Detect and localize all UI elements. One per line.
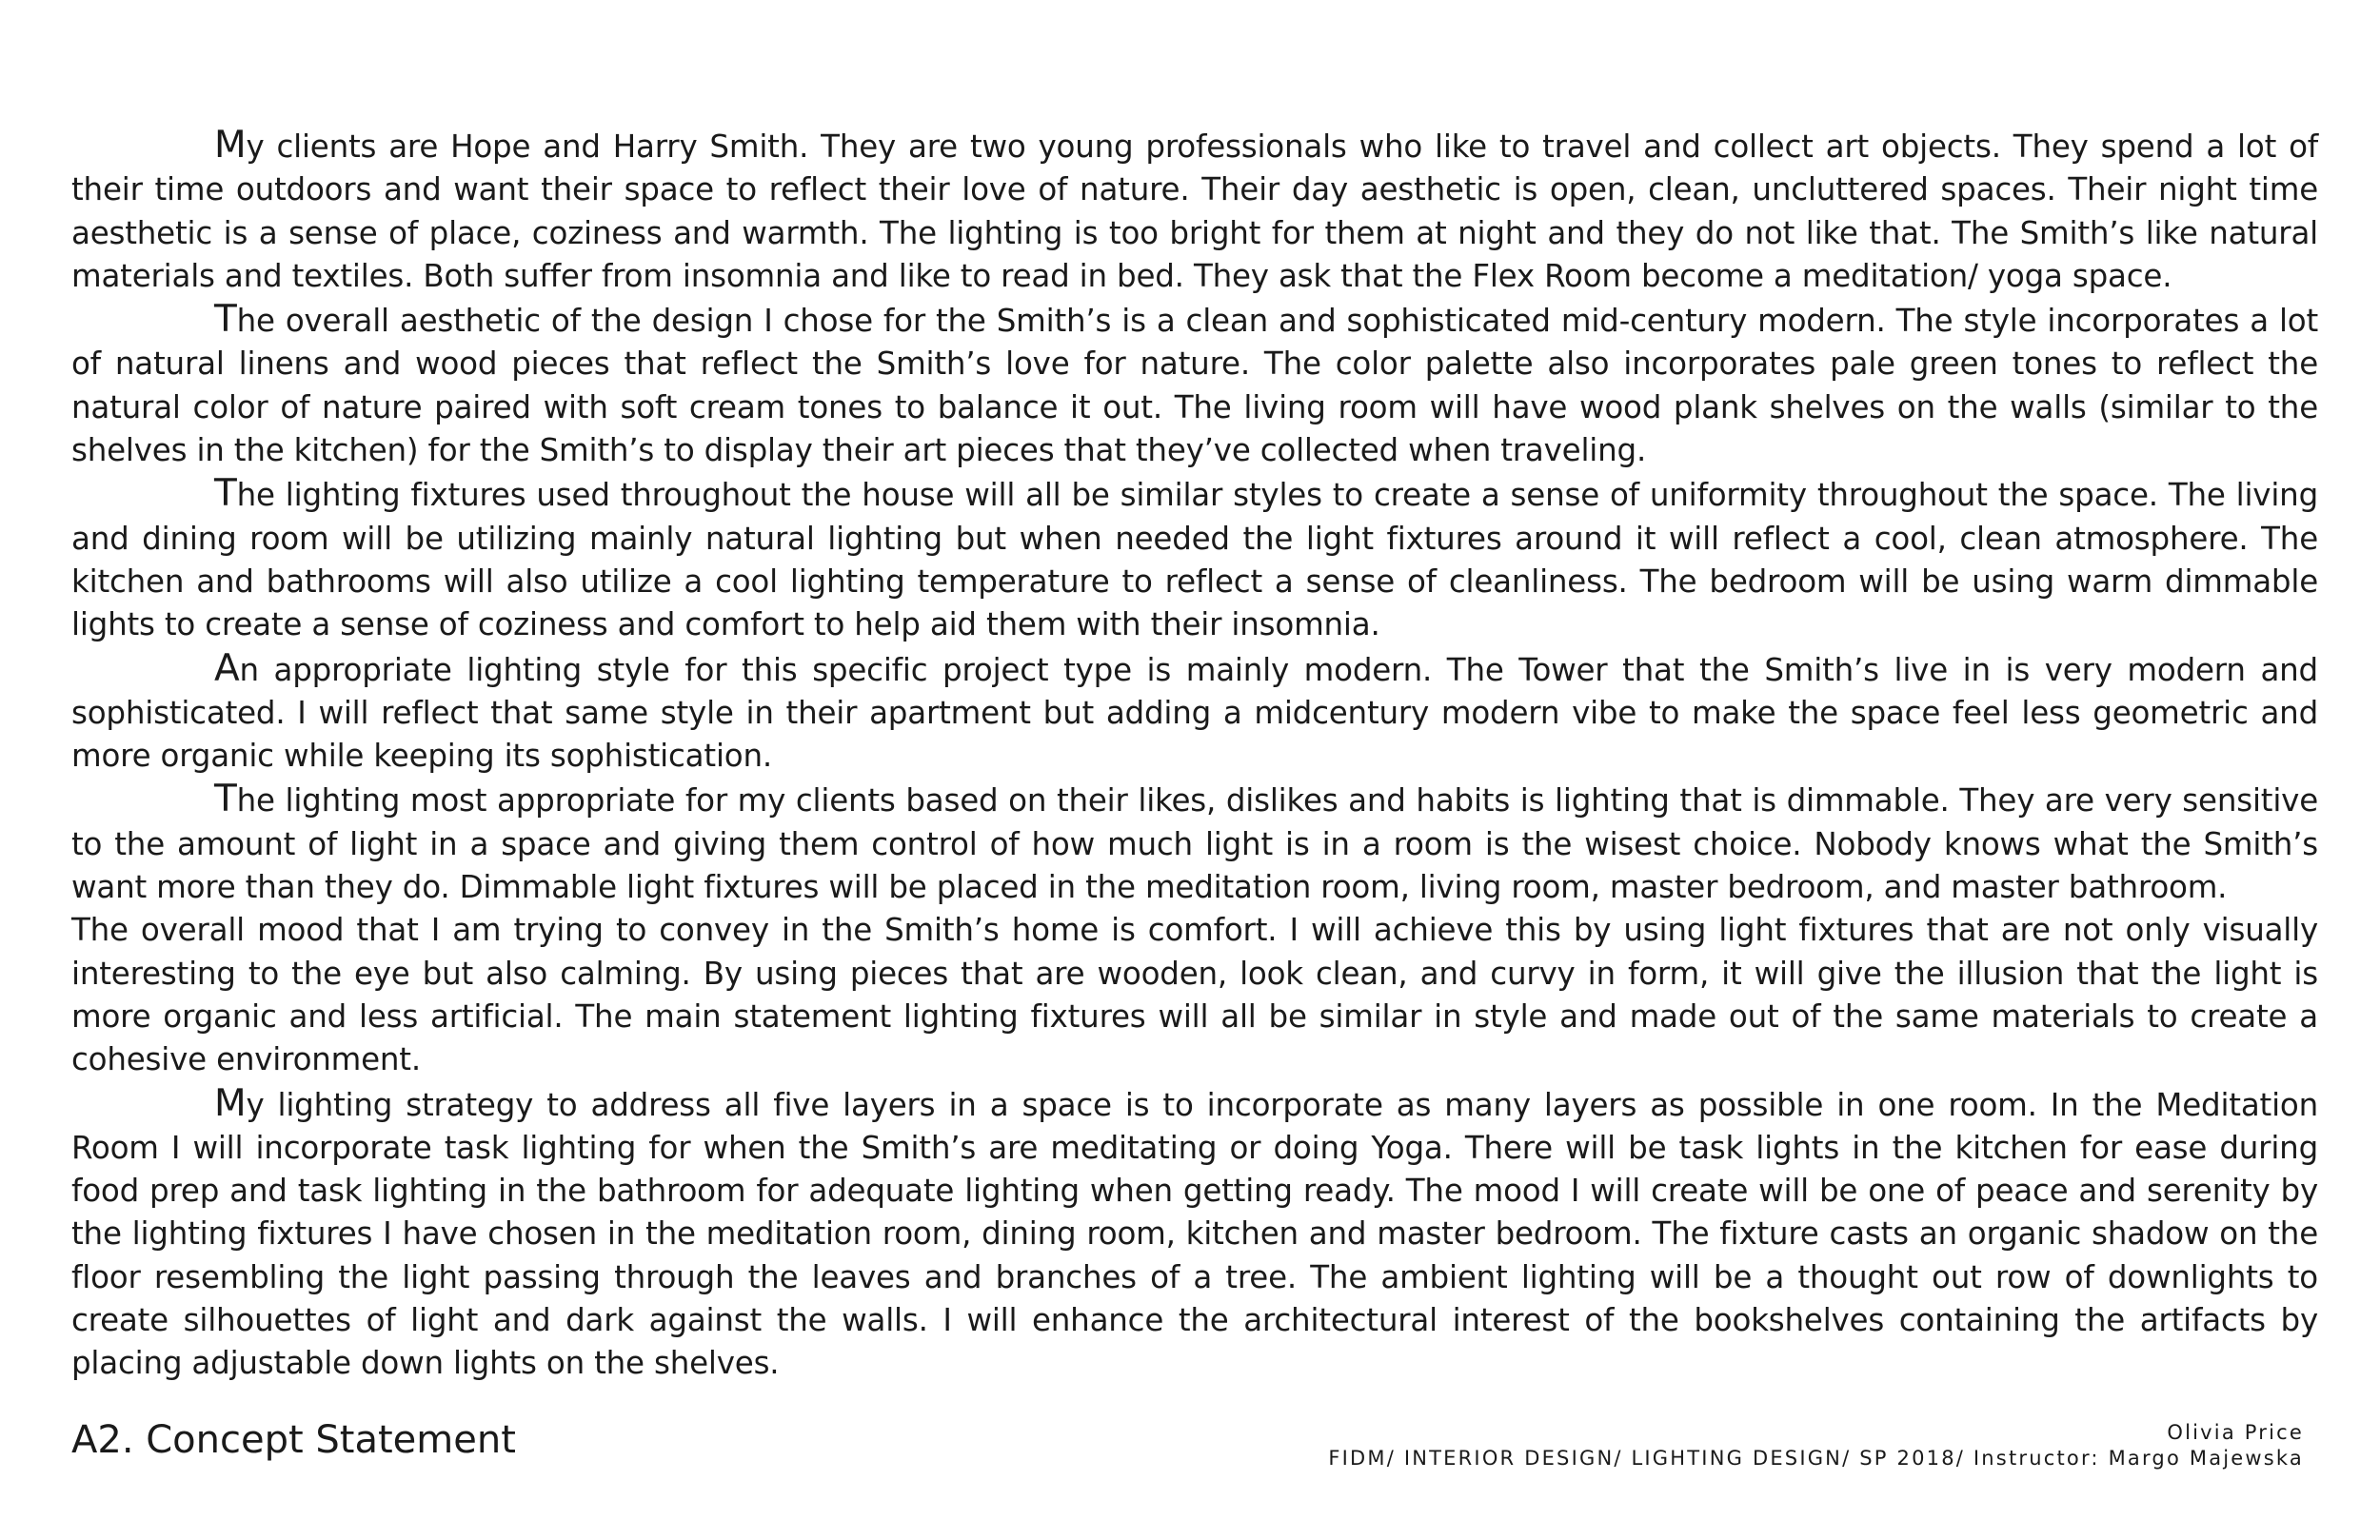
paragraph-style: An appropriate lighting style for this specific project type is mainly modern. The Tower that the Smith’s live in is very modern and sophisticated. I will reflect that same style in their apartment but adding a midcentury modern vibe to make the space feel less geometric and more organic while keeping its sophistication. xyxy=(71,646,2318,775)
paragraph-mood: The overall mood that I am trying to convey in the Smith’s home is comfort. I will achieve this by using light fixtures that are not only visually interesting to the eye but also calming. By using pieces that are wooden, look clean, and curvy in form, it will give the illusion that the light is more organic and less artificial. The main statement lighting fixtures will all be similar in style and made out of the same materials to create a cohesive environment. xyxy=(71,912,2318,1078)
paragraph-dimmable: The lighting most appropriate for my clients based on their likes, dislikes and habits is lighting that is dimmable. They are very sensitive to the amount of light in a space and giving them control of how much light is in a room is the wisest choice. Nobody knows what the Smith’s want more than they do. Dimmable light fixtures will be placed in the meditation room, living room, master bedroom, and master bathroom. xyxy=(71,778,2318,906)
paragraph-fixtures: The lighting fixtures used throughout the house will all be similar styles to create a sense of uniformity throughout the space. The living and dining room will be utilizing mainly natural lighting but when needed the light fixtures around it will reflect a cool, clean atmosphere. The kitchen and bathrooms will also utilize a cool lighting temperature to reflect a sense of cleanliness. The bedroom will be using warm dimmable lights to create a sense of coziness and comfort to help aid them with their insomnia. xyxy=(71,472,2318,643)
author-name: Olivia Price xyxy=(2167,1421,2304,1444)
course-info: FIDM/ INTERIOR DESIGN/ LIGHTING DESIGN/ SP 2018/ Instructor: Margo Majewska xyxy=(1328,1447,2304,1470)
paragraph-clients: My clients are Hope and Harry Smith. They are two young professionals who like to travel and collect art objects. They spend a lot of their time outdoors and want their space to reflect their love of nature. Their day aesthetic is open, clean, uncluttered spaces. Their night time aesthetic is a sense of place, coziness and warmth. The lighting is too bright for them at night and they do not like that. The Smith’s like natural materials and textiles. Both suffer from insomnia and like to read in bed. They ask that the Flex Room become a meditation/ yoga space. xyxy=(71,124,2318,294)
page-title: A2. Concept Statement xyxy=(71,1418,516,1462)
paragraph-strategy: My lighting strategy to address all five layers in a space is to incorporate as many layers as possible in one room. In the Meditation Room I will incorporate task lighting for when the Smith’s are meditating or doing Yoga. There will be task lights in the kitchen for ease during food prep and task lighting in the bathroom for adequate lighting when getting ready. The mood I will create will be one of peace and serenity by the lighting fixtures I have chosen in the meditation room, dining room, kitchen and master bedroom. The fixture casts an organic shadow on the floor resembling the light passing through the leaves and branches of a tree. The ambient lighting will be a thought out row of downlights to create silhouettes of light and dark against the walls. I will enhance the architectural interest of the bookshelves containing the artifacts by placing adjustable down lights on the shelves. xyxy=(71,1081,2318,1382)
paragraph-aesthetic: The overall aesthetic of the design I chose for the Smith’s is a clean and sophisticated mid-century modern. The style incorporates a lot of natural linens and wood pieces that reflect the Smith’s love for nature. The color palette also incorporates pale green tones to reflect the natural color of nature paired with soft cream tones to balance it out. The living room will have wood plank shelves on the walls (similar to the shelves in the kitchen) for the Smith’s to display their art pieces that they’ve collected when traveling. xyxy=(71,298,2318,469)
credits-block xyxy=(1328,1420,2304,1471)
concept-statement-body xyxy=(71,124,2318,1386)
